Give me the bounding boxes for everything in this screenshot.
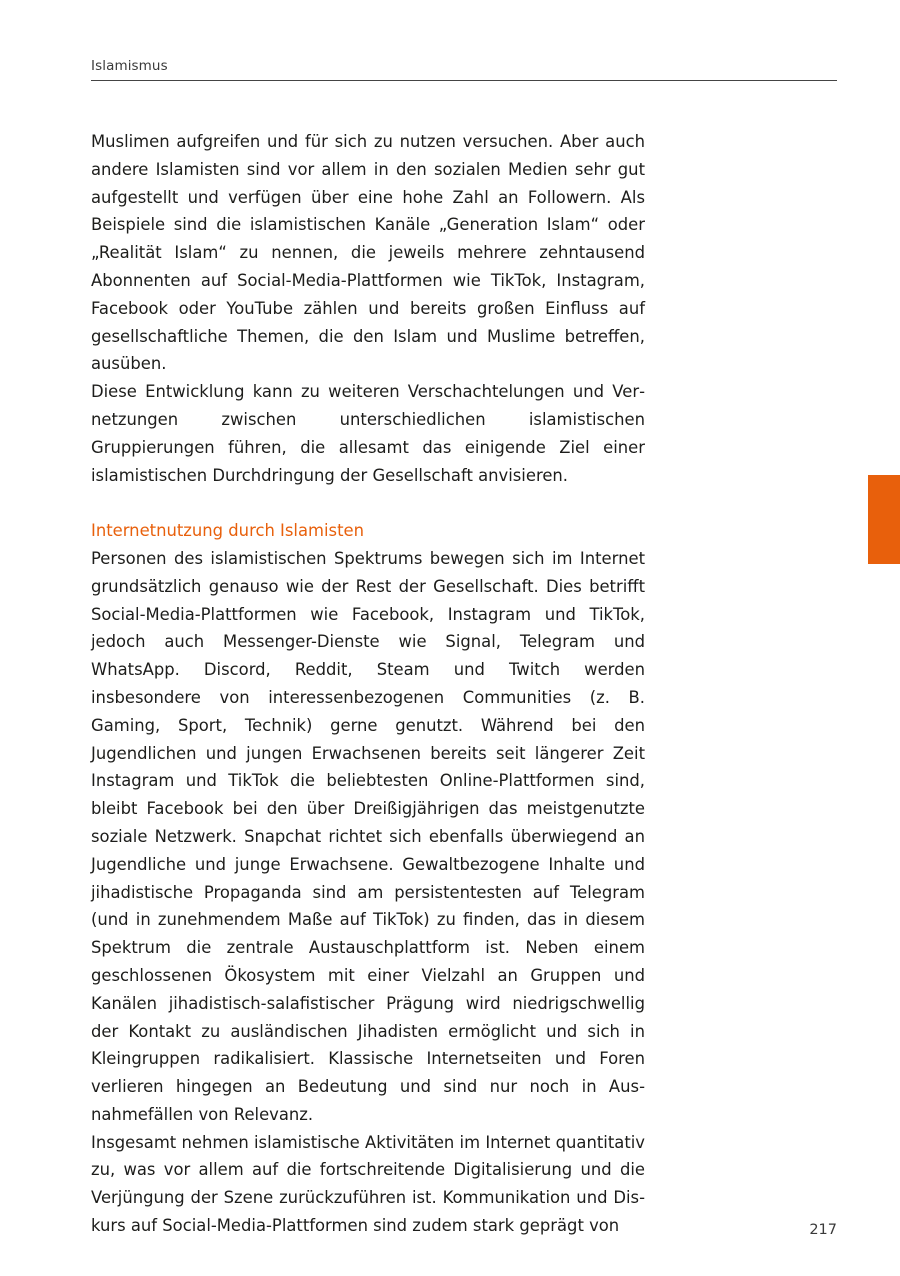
body-paragraph-1: Muslimen aufgreifen und für sich zu nutzen versuchen. Aber auch andere Islamisten sind vor allem in den sozialen Medien sehr gut aufgestellt und verfügen über eine hohe Zahl an Followern. Als Beispiele sind die islamistischen Kanäle „Generation Islam“ oder „Realität Islam“ zu nennen, die jeweils mehrere zehntausend Abonnenten auf Social-Media-Plattformen wie TikTok, Instagram, Facebook oder YouTube zählen und bereits großen Einfluss auf gesellschaftliche Themen, die den Islam und Muslime betreffen, ausüben. bbox=[91, 132, 645, 374]
running-header-title: Islamismus bbox=[91, 58, 168, 74]
paragraph-spacer bbox=[91, 489, 645, 517]
chapter-marker-tab bbox=[868, 475, 900, 564]
section-heading: Internetnutzung durch Islamisten bbox=[91, 521, 364, 541]
body-paragraph-2: Diese Entwicklung kann zu weiteren Verschachtelungen und Vernetzungen zwischen unterschiedlichen islamistischen Gruppierungen führen, die allesamt das einigende Ziel einer islamistischen Durchdringung der Gesellschaft anvisieren. bbox=[91, 382, 645, 485]
body-paragraph-3: Personen des islamistischen Spektrums bewegen sich im Internet grundsätzlich genauso wie der Rest der Gesellschaft. Dies betrifft Social-Media-Plattformen wie Facebook, Instagram und TikTok, jedoch auch Messenger-Dienste wie Signal, Telegram und WhatsApp. Discord, Reddit, Steam und Twitch werden insbesondere von interessenbezogenen Communities (z. B. Gaming, Sport, Technik) gerne genutzt. Während bei den Jugendlichen und jungen Erwachsenen bereits seit längerer Zeit Instagram und TikTok die beliebtesten Online-Plattformen sind, bleibt Facebook bei den über Dreißigjährigen das meistgenutzte soziale Netzwerk. Snapchat richtet sich ebenfalls überwiegend an Jugendliche und junge Erwachsene. Gewaltbezogene Inhalte und jihadistische Propaganda sind am persistentesten auf Telegram (und in zunehmendem Maße auf TikTok) zu finden, das in diesem Spektrum die zentrale Austauschplattform ist. Neben einem geschlossenen Ökosystem mit einer Vielzahl an Gruppen und Kanälen jihadistisch-salafistischer Prägung wird niedrigschwellig der Kontakt zu ausländischen Jihadisten ermöglicht und sich in Kleingruppen radikalisiert. Klassische Internetseiten und Foren verlieren hingegen an Bedeutung und sind nur noch in Ausnahmefällen von Relevanz. bbox=[91, 548, 645, 1124]
page-number: 217 bbox=[809, 1222, 837, 1238]
main-text-column bbox=[91, 128, 645, 1240]
header-rule bbox=[91, 80, 837, 81]
body-paragraph-4: Insgesamt nehmen islamistische Aktivitäten im Internet quantitativ zu, was vor allem auf die fortschreitende Digitalisierung und die Verjüngung der Szene zurückzuführen ist. Kommunikation und Diskurs auf Social-Media-Plattformen sind zudem stark geprägt von bbox=[91, 1132, 645, 1236]
